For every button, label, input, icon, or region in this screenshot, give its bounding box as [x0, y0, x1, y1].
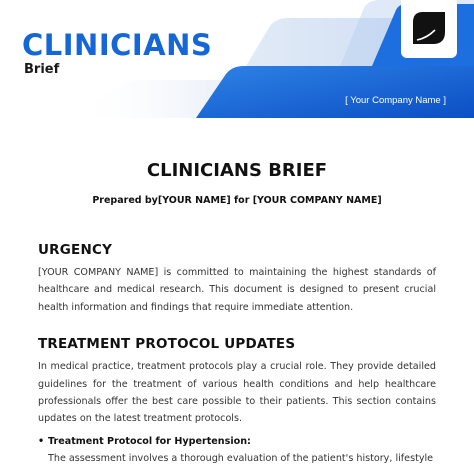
leaf-icon	[411, 10, 447, 46]
prepared-by-line: Prepared by[YOUR NAME] for [YOUR COMPANY NAME]	[92, 195, 382, 206]
document-title: CLINICIANS BRIEF	[146, 160, 328, 181]
header-banner	[0, 0, 474, 118]
logo	[401, 0, 457, 58]
section-heading: URGENCY	[38, 242, 113, 258]
document-body	[38, 160, 436, 467]
brand-title: CLINICIANS	[22, 28, 213, 62]
list-item	[38, 433, 436, 450]
section-paragraph: [YOUR COMPANY NAME] is committed to maintaining the highest standards of healthcare and medical research. This document is designed to present crucial health information and findings that require immediate attention.	[38, 267, 436, 313]
bullet-label: Treatment Protocol for Hypertension:	[48, 435, 251, 447]
section-treatment-protocol	[38, 336, 436, 467]
bullet-detail: The assessment involves a thorough evaluation of the patient's history, lifestyle	[48, 452, 434, 464]
brand-subtitle: Brief	[24, 62, 60, 77]
section-heading: TREATMENT PROTOCOL UPDATES	[38, 336, 296, 353]
bullet-dot-icon: •	[38, 435, 45, 447]
section-urgency	[38, 242, 436, 316]
bullet-list	[38, 433, 436, 467]
company-name-tag: [ Your Company Name ]	[345, 95, 446, 106]
section-paragraph: In medical practice, treatment protocols play a crucial role. They provide detailed guidelines for the treatment of various health conditions and help healthcare professionals offer the best care possible to their patients. This section contains updates on the latest treatment protocols.	[38, 361, 436, 425]
